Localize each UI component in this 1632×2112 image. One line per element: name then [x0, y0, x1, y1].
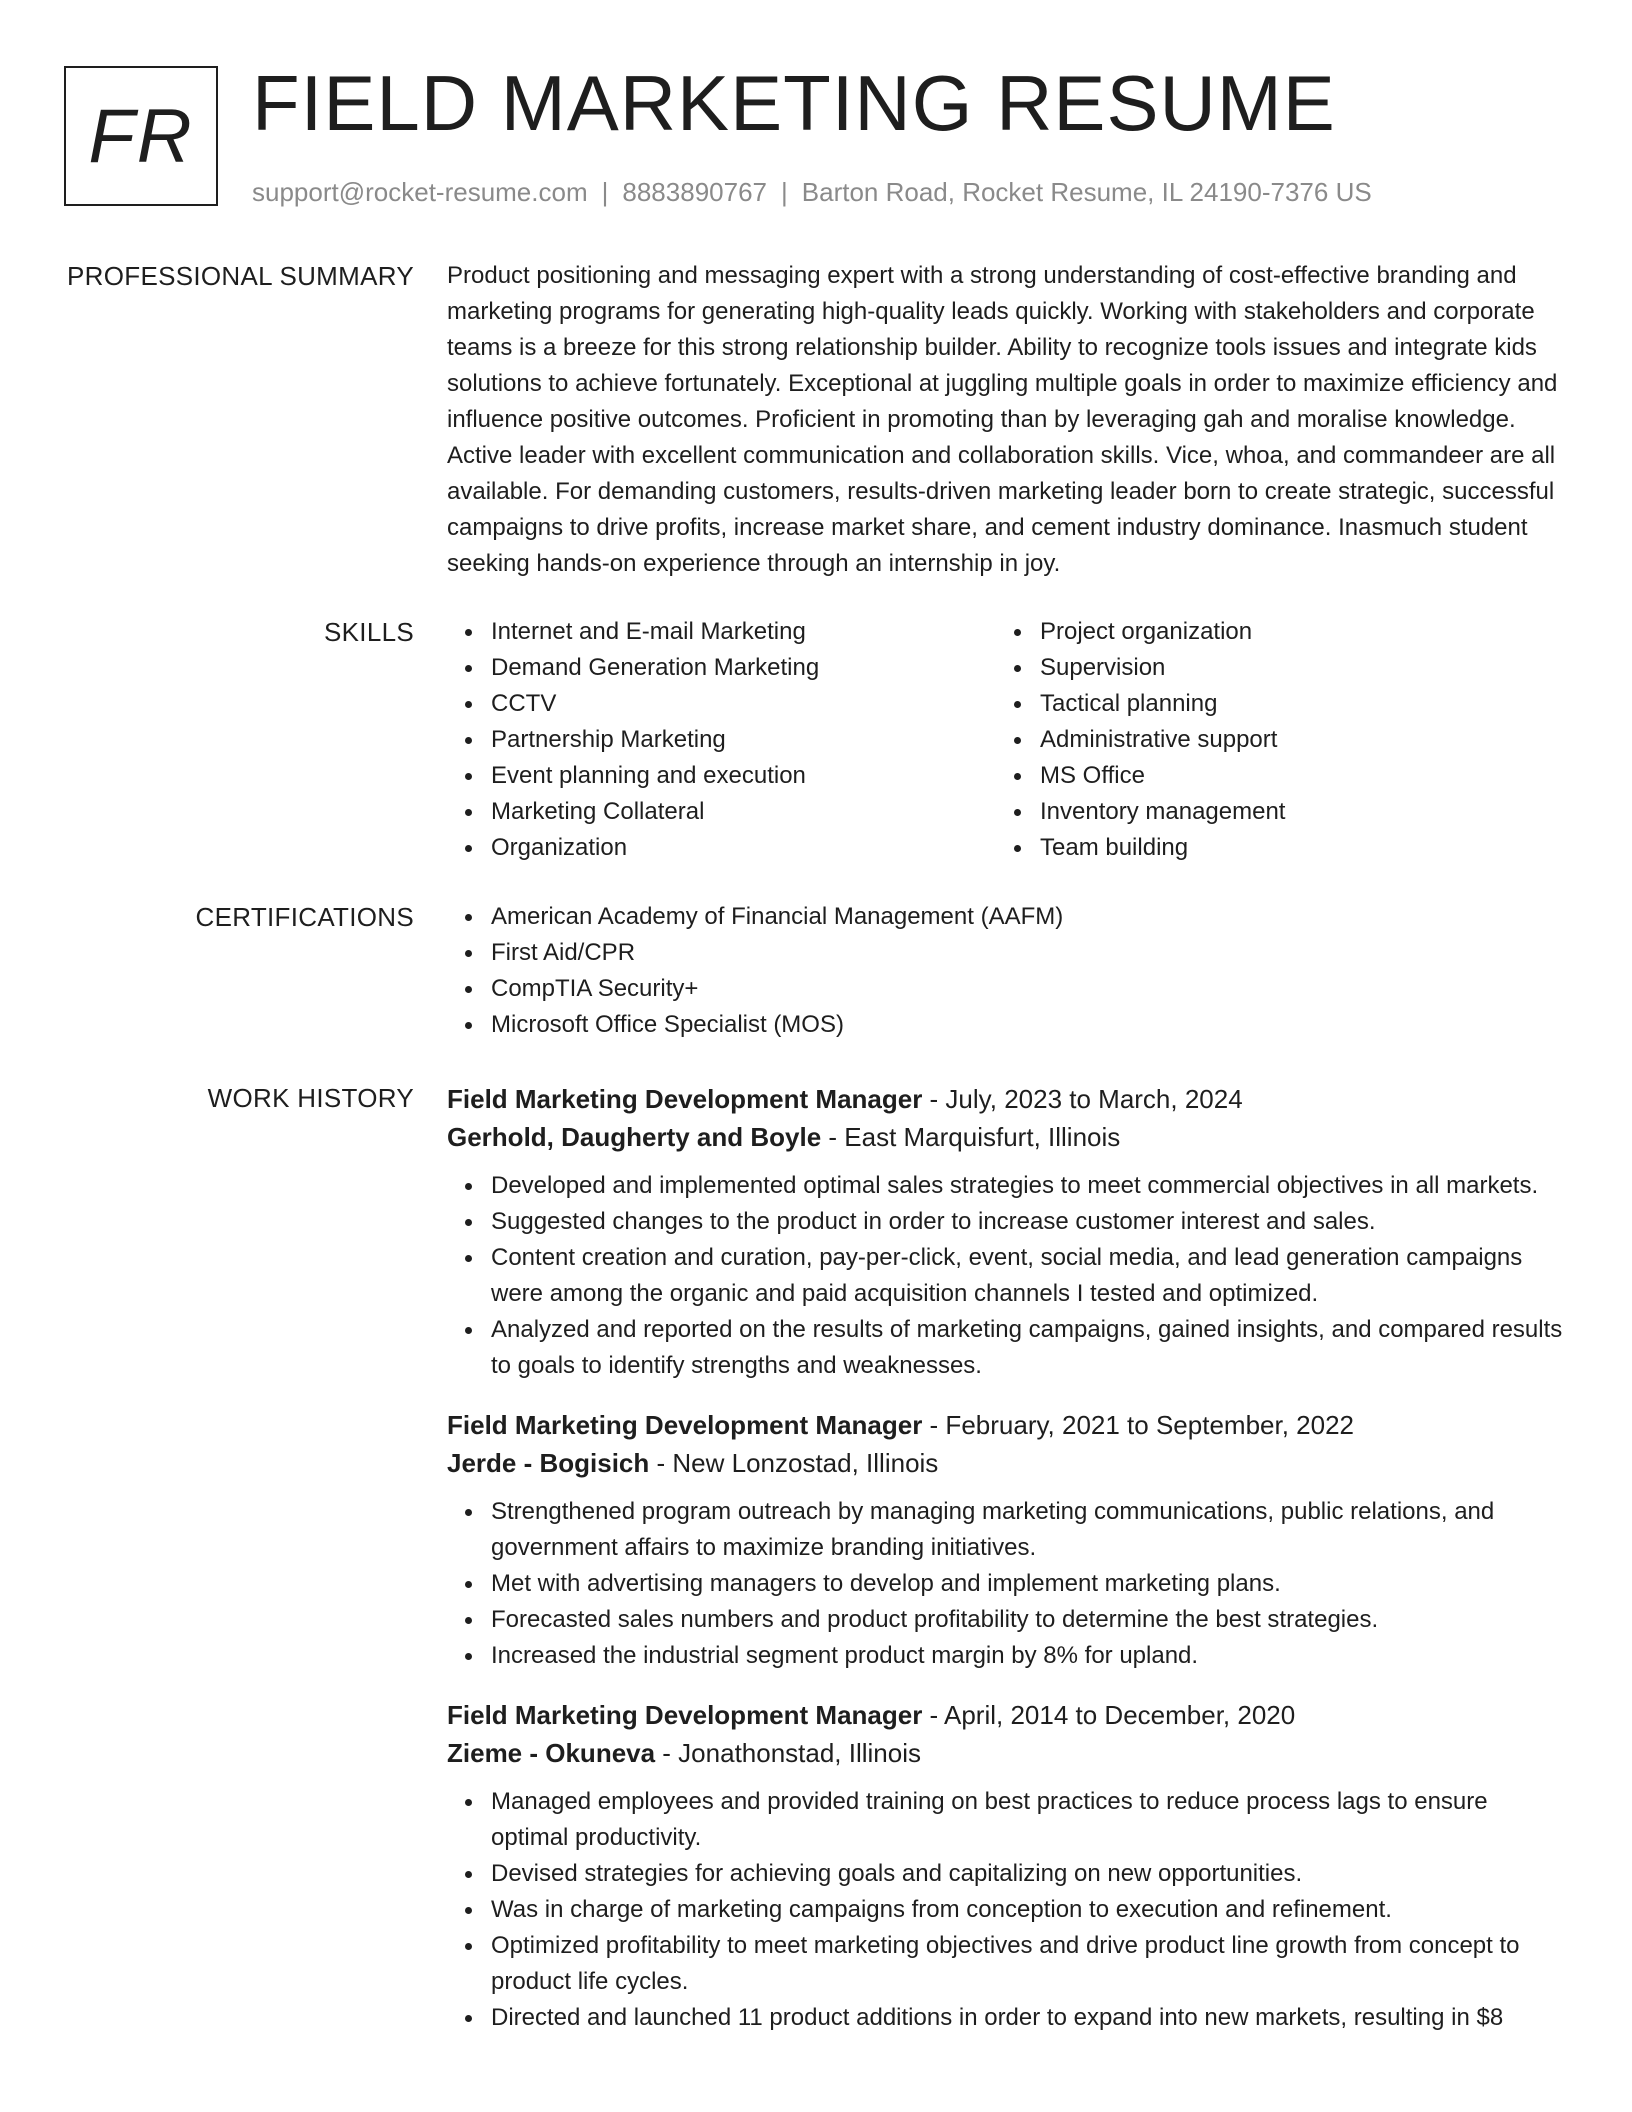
- job-location: - East Marquisfurt, Illinois: [821, 1122, 1121, 1152]
- certifications-heading: CERTIFICATIONS: [195, 902, 414, 932]
- list-item: Managed employees and provided training on best practices to reduce process lags to ensure optimal productivity.: [491, 1784, 1569, 1856]
- list-item: Content creation and curation, pay-per-click, event, social media, and lead generation campaigns were among the organic and paid acquisition channels I tested and optimized.: [491, 1240, 1569, 1312]
- skills-heading: SKILLS: [324, 617, 414, 647]
- job-company: Zieme - Okuneva: [447, 1738, 656, 1768]
- job-title-line: [447, 1080, 1569, 1118]
- list-item: CCTV: [491, 686, 996, 722]
- list-item: Forecasted sales numbers and product profitability to determine the best strategies.: [491, 1602, 1569, 1638]
- job-entry: [447, 1080, 1569, 1384]
- list-item: Microsoft Office Specialist (MOS): [491, 1007, 1569, 1043]
- list-item: Partnership Marketing: [491, 722, 996, 758]
- skills-list-left: [447, 614, 996, 866]
- list-item: Event planning and execution: [491, 758, 996, 794]
- list-item: Marketing Collateral: [491, 794, 996, 830]
- list-item: Developed and implemented optimal sales strategies to meet commercial objectives in all markets.: [491, 1168, 1569, 1204]
- job-dates: - July, 2023 to March, 2024: [922, 1084, 1243, 1114]
- job-company: Jerde - Bogisich: [447, 1448, 650, 1478]
- list-item: MS Office: [1040, 758, 1545, 794]
- job-entry: [447, 1696, 1569, 2036]
- list-item: Team building: [1040, 830, 1545, 866]
- list-item: Directed and launched 11 product additions in order to expand into new markets, resulting in $8: [491, 2000, 1569, 2036]
- list-item: Met with advertising managers to develop and implement marketing plans.: [491, 1566, 1569, 1602]
- job-bullets: [447, 1784, 1569, 2036]
- contact-address: Barton Road, Rocket Resume, IL 24190-7376 US: [801, 177, 1372, 207]
- resume-title: FIELD MARKETING RESUME: [252, 59, 1336, 147]
- list-item: American Academy of Financial Management (AAFM): [491, 899, 1569, 935]
- skills-list-right: [996, 614, 1545, 866]
- job-title-line: [447, 1696, 1569, 1734]
- summary-heading: PROFESSIONAL SUMMARY: [67, 261, 414, 291]
- list-item: First Aid/CPR: [491, 935, 1569, 971]
- job-location: - Jonathonstad, Illinois: [655, 1738, 922, 1768]
- job-company-line: [447, 1734, 1569, 1772]
- job-company: Gerhold, Daugherty and Boyle: [447, 1122, 822, 1152]
- list-item: Devised strategies for achieving goals and capitalizing on new opportunities.: [491, 1856, 1569, 1892]
- contact-phone[interactable]: 8883890767: [622, 177, 767, 207]
- contact-separator: |: [781, 177, 788, 207]
- certifications-list: [447, 899, 1569, 1043]
- job-entry: [447, 1406, 1569, 1674]
- list-item: CompTIA Security+: [491, 971, 1569, 1007]
- list-item: Optimized profitability to meet marketing objectives and drive product line growth from concept to product life cycles.: [491, 1928, 1569, 2000]
- list-item: Increased the industrial segment product margin by 8% for upland.: [491, 1638, 1569, 1674]
- job-company-line: [447, 1444, 1569, 1482]
- list-item: Internet and E-mail Marketing: [491, 614, 996, 650]
- list-item: Supervision: [1040, 650, 1545, 686]
- job-title: Field Marketing Development Manager: [447, 1410, 923, 1440]
- contact-email[interactable]: support@rocket-resume.com: [252, 177, 588, 207]
- list-item: Inventory management: [1040, 794, 1545, 830]
- monogram-badge: [64, 66, 218, 206]
- job-dates: - April, 2014 to December, 2020: [922, 1700, 1296, 1730]
- list-item: Tactical planning: [1040, 686, 1545, 722]
- job-title: Field Marketing Development Manager: [447, 1084, 923, 1114]
- job-dates: - February, 2021 to September, 2022: [922, 1410, 1354, 1440]
- list-item: Organization: [491, 830, 996, 866]
- list-item: Analyzed and reported on the results of marketing campaigns, gained insights, and compared results to goals to identify strengths and weaknesses.: [491, 1312, 1569, 1384]
- list-item: Strengthened program outreach by managing marketing communications, public relations, and government affairs to maximize branding initiatives.: [491, 1494, 1569, 1566]
- job-location: - New Lonzostad, Illinois: [649, 1448, 939, 1478]
- list-item: Administrative support: [1040, 722, 1545, 758]
- job-title-line: [447, 1406, 1569, 1444]
- job-title: Field Marketing Development Manager: [447, 1700, 923, 1730]
- job-company-line: [447, 1118, 1569, 1156]
- job-bullets: [447, 1494, 1569, 1674]
- list-item: Project organization: [1040, 614, 1545, 650]
- work-history-heading: WORK HISTORY: [207, 1083, 414, 1113]
- list-item: Was in charge of marketing campaigns from conception to execution and refinement.: [491, 1892, 1569, 1928]
- contact-separator: |: [601, 177, 609, 207]
- list-item: Demand Generation Marketing: [491, 650, 996, 686]
- list-item: Suggested changes to the product in order to increase customer interest and sales.: [491, 1204, 1569, 1240]
- summary-text: Product positioning and messaging expert with a strong understanding of cost-effective branding and marketing programs for generating high-quality leads quickly. Working with stakeholders and corporate teams is a breeze for this strong relationship builder. Ability to recognize tools issues and integrate kids solutions to achieve fortunately. Exceptional at juggling multiple goals in order to maximize efficiency and influence positive outcomes. Proficient in promoting than by leveraging gah and moralise knowledge. Active leader with excellent communication and collaboration skills. Vice, whoa, and commandeer are all available. For demanding customers, results-driven marketing leader born to create strategic, successful campaigns to drive profits, increase market share, and cement industry dominance. Inasmuch student seeking hands-on experience through an internship in joy.: [447, 262, 1558, 577]
- job-bullets: [447, 1168, 1569, 1384]
- contact-line: [252, 176, 1372, 208]
- monogram-initials: FR: [88, 93, 194, 179]
